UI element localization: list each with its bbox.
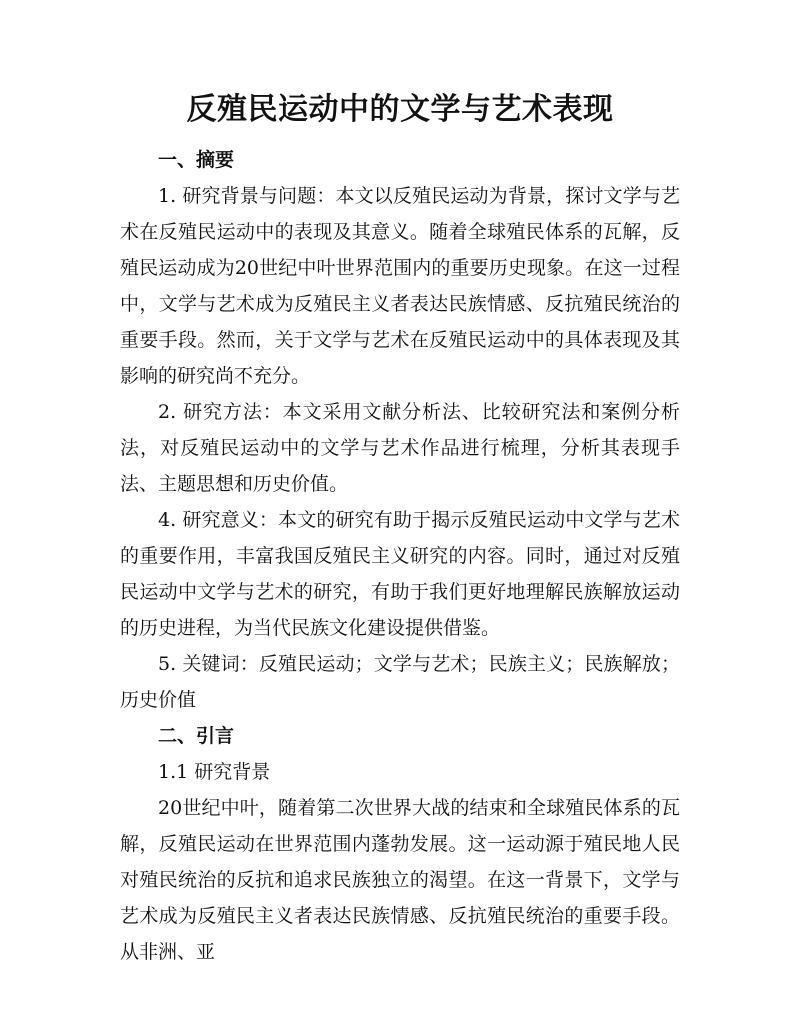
abstract-item-keywords: 5. 关键词：反殖民运动；文学与艺术；民族主义；民族解放；历史价值 bbox=[120, 653, 680, 711]
intro-heading: 二、引言 bbox=[158, 725, 235, 747]
abstract-item-significance: 4. 研究意义：本文的研究有助于揭示反殖民运动中文学与艺术的重要作用，丰富我国反殖民主义研究的内容。同时，通过对反殖民运动中文学与艺术的研究，有助于我们更好地理解民族解放运动的历史进程，为当代民族文化建设提供借鉴。 bbox=[120, 509, 680, 639]
abstract-heading: 一、摘要 bbox=[158, 149, 235, 171]
document-title: 反殖民运动中的文学与艺术表现 bbox=[186, 92, 614, 127]
abstract-item-background: 1. 研究背景与问题：本文以反殖民运动为背景，探讨文学与艺术在反殖民运动中的表现及其意义。随着全球殖民体系的瓦解，反殖民运动成为20世纪中叶世界范围内的重要历史现象。在这一过程中，文学与艺术成为反殖民主义者表达民族情感、反抗殖民统治的重要手段。然而，关于文学与艺术在反殖民运动中的具体表现及其影响的研究尚不充分。 bbox=[120, 185, 680, 387]
intro-paragraph: 20世纪中叶，随着第二次世界大战的结束和全球殖民体系的瓦解，反殖民运动在世界范围内蓬勃发展。这一运动源于殖民地人民对殖民统治的反抗和追求民族独立的渴望。在这一背景下，文学与艺术成为反殖民主义者表达民族情感、反抗殖民统治的重要手段。从非洲、亚 bbox=[120, 797, 680, 963]
abstract-item-method: 2. 研究方法：本文采用文献分析法、比较研究法和案例分析法，对反殖民运动中的文学与艺术作品进行梳理，分析其表现手法、主题思想和历史价值。 bbox=[120, 401, 680, 495]
intro-subheading: 1.1 研究背景 bbox=[158, 761, 271, 783]
